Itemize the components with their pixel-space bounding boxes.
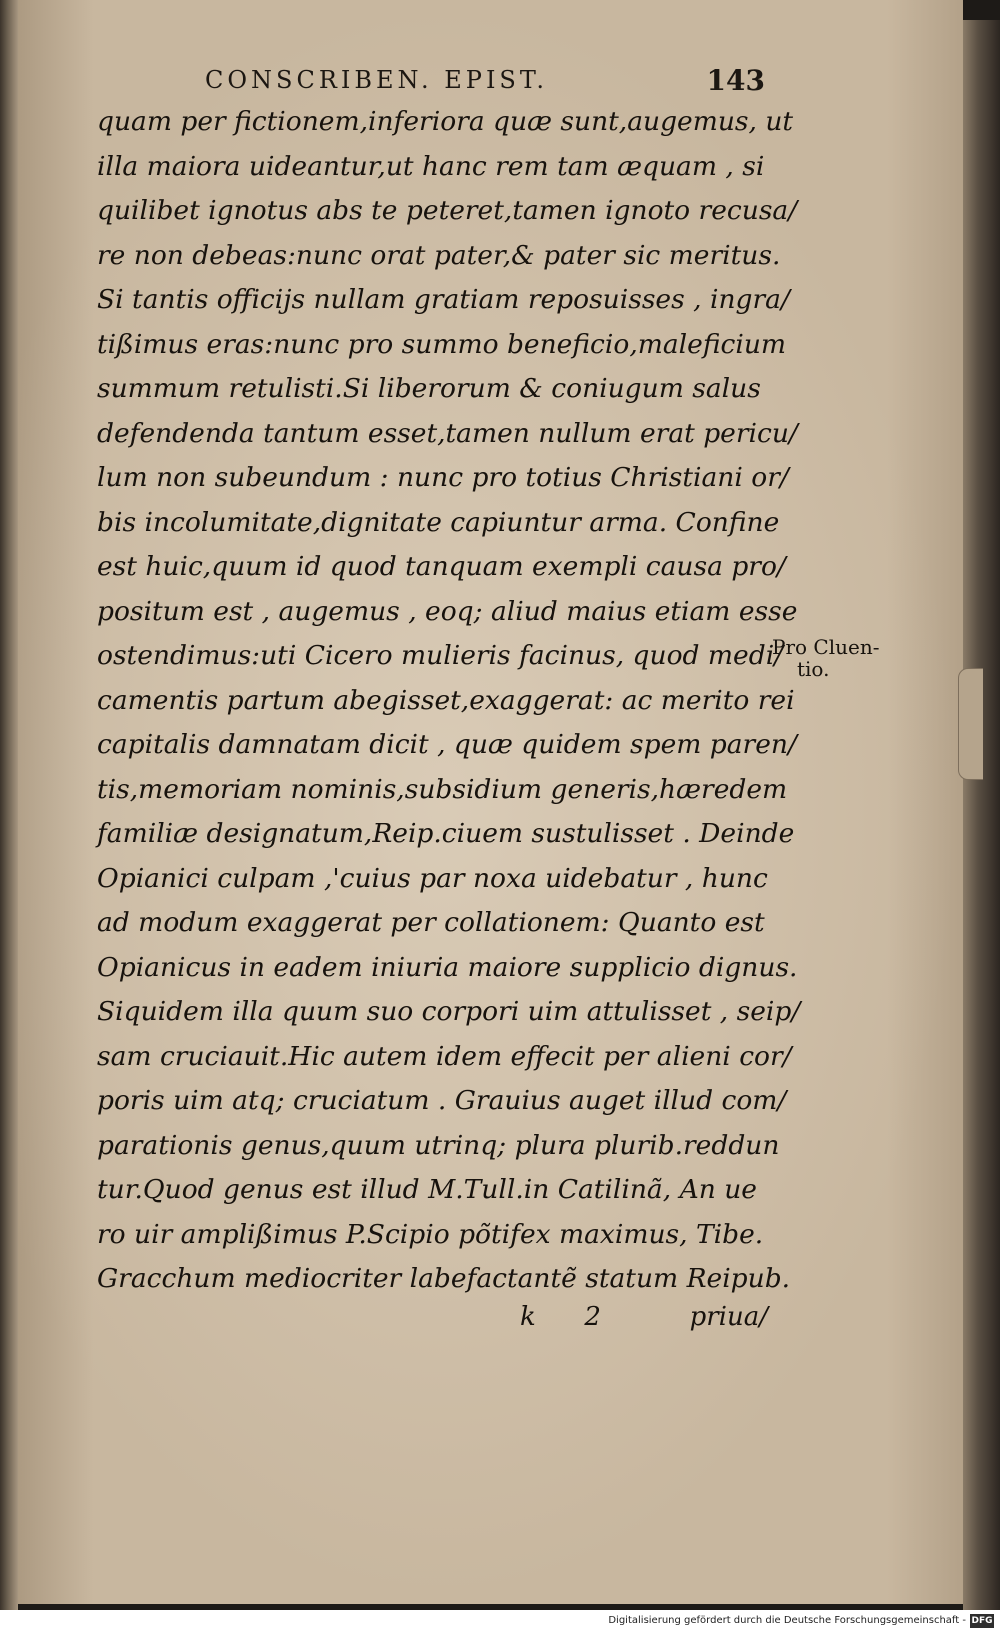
page-tab-marker: [958, 668, 983, 780]
text-line: ad modum exaggerat per collationem: Quanto est: [97, 907, 765, 938]
text-line: summum retulisti.Si liberorum & coniugum salus: [97, 373, 761, 404]
text-line: bis incolumitate,dignitate capiuntur arma. Confine: [97, 506, 780, 538]
text-line: capitalis damnatam dicit , quæ quidem spem paren/: [97, 729, 797, 760]
signature-mark: k: [520, 1302, 536, 1332]
text-line: quam per fictionem,inferiora quæ sunt,augemus, ut: [97, 106, 794, 137]
text-line: lum non subeundum : nunc pro totius Christiani or/: [97, 462, 789, 493]
text-line: re non debeas:nunc orat pater,& pater sic meritus.: [97, 239, 781, 271]
text-line: tis,memoriam nominis,subsidium generis,hæredem: [97, 773, 788, 805]
text-line: parationis genus,quum utrinq; plura plurib.reddun: [97, 1129, 780, 1161]
catchword: priua/: [689, 1302, 768, 1332]
text-line: est huic,quum id quod tanquam exempli causa pro/: [97, 551, 786, 582]
footer-bar: [0, 1610, 1000, 1634]
text-line: camentis partum abegisset,exaggerat: ac merito rei: [97, 684, 795, 716]
text-line: tur.Quod genus est illud M.Tull.in Catilinã, An ue: [97, 1174, 757, 1205]
text-line: sam cruciauit.Hic autem idem effecit per alieni cor/: [97, 1040, 792, 1072]
main-text: [97, 100, 801, 1302]
dfg-logo: DFG: [971, 1616, 993, 1626]
text-line: defendenda tantum esset,tamen nullum erat pericu/: [97, 417, 798, 449]
running-head: CONSCRIBEN. EPIST.: [205, 66, 548, 94]
text-line: ro uir amplißimus P.Scipio põtifex maximus, Tibe.: [97, 1218, 764, 1250]
text-line: illa maiora uideantur,ut hanc rem tam æquam , si: [97, 150, 765, 182]
text-line: tißimus eras:nunc pro summo beneficio,maleficium: [97, 328, 787, 360]
text-line: Gracchum mediocriter labefactantẽ statum Reipub.: [97, 1263, 791, 1294]
text-line: familiæ designatum,Reip.ciuem sustulisset . Deinde: [97, 818, 795, 849]
signature-number: 2: [584, 1302, 601, 1332]
page-number: 143: [706, 63, 765, 97]
margin-note-line: tio.: [797, 657, 830, 681]
text-line: Opianicus in eadem iniuria maiore supplicio dignus.: [97, 951, 798, 983]
text-line: ostendimus:uti Cicero mulieris facinus, quod medi/: [97, 640, 784, 671]
text-line: positum est , augemus , eoq; aliud maius etiam esse: [97, 595, 798, 627]
text-line: Siquidem illa quum suo corpori uim attulisset , seip/: [97, 996, 801, 1027]
text-line: Opianici culpam ,'cuius par noxa uidebatur , hunc: [97, 862, 768, 894]
funding-notice: Digitalisierung gefördert durch die Deutsche Forschungsgemeinschaft -: [608, 1615, 966, 1626]
margin-note-line: Pro Cluen-: [772, 635, 880, 659]
left-page-edge: [0, 0, 18, 1610]
book-fore-edge: [963, 20, 1000, 1610]
page-header: [205, 60, 765, 100]
margin-note: [772, 636, 879, 680]
signature-catchword-line: [520, 1302, 768, 1332]
text-line: Si tantis officijs nullam gratiam reposuisses , ingra/: [97, 284, 790, 315]
text-line: poris uim atq; cruciatum . Grauius auget illud com/: [97, 1085, 787, 1116]
text-line: quilibet ignotus abs te peteret,tamen ignoto recusa/: [97, 195, 798, 226]
